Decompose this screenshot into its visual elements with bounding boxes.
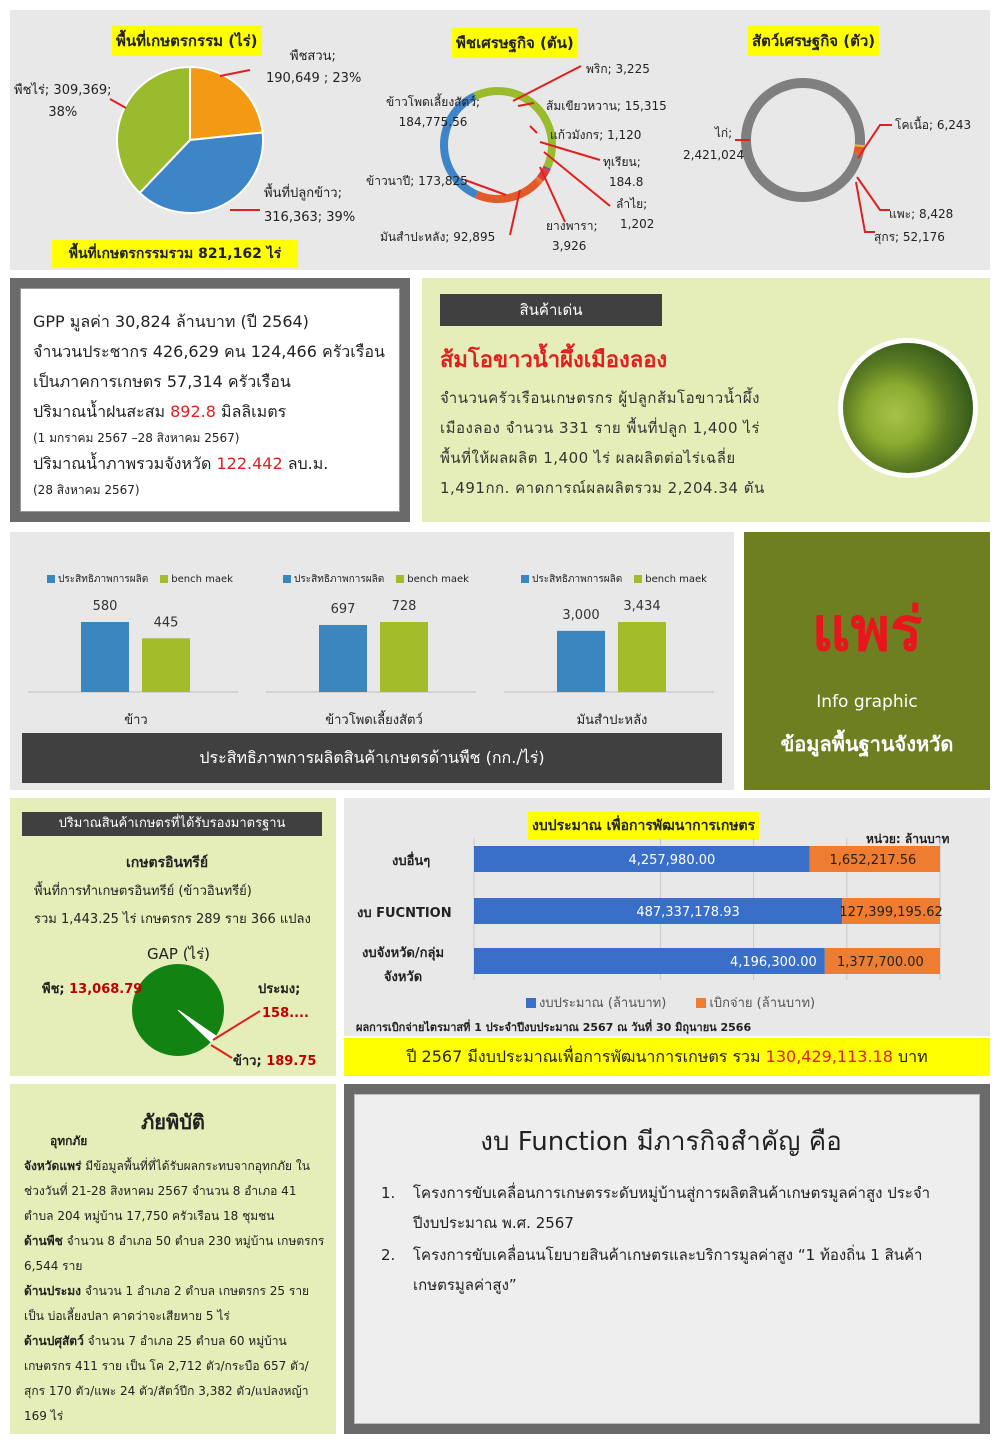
crops-label-orange: ส้มเขียวหวาน; 15,315: [546, 99, 667, 113]
info-box: [20, 288, 400, 512]
crops-label-rice: ข้าวนาปี; 173,825: [366, 174, 468, 188]
gap-fish-label: ประมง; 158....: [258, 982, 309, 1021]
bar-label-productivity: 580: [92, 599, 118, 614]
bar-label-productivity: 3,000: [562, 607, 600, 623]
info-box-frame: [10, 278, 410, 522]
pomelo-photo: [838, 338, 978, 478]
budget-summary: ปี 2567 มีงบประมาณเพื่อการพัฒนาการเกษตร รวม 130,429,113.18 บาท: [344, 1038, 990, 1076]
agri-households-text: เป็นภาคการเกษตร 57,314 ครัวเรือน: [33, 372, 291, 391]
rainfall-period: (1 มกราคม 2567 –28 สิงหาคม 2567): [33, 431, 240, 445]
organic-line1: พื้นที่การทำเกษตรอินทรีย์ (ข้าวอินทรีย์): [34, 884, 252, 899]
category-label: ข้าว: [124, 713, 148, 728]
gap-title: GAP (ไร่): [147, 945, 211, 963]
crops-leader-chili: [513, 66, 581, 101]
animals-title: สัตว์เศรษฐกิจ (ตัว): [748, 26, 879, 56]
featured-description: จำนวนครัวเรือนเกษตรกร ผู้ปลูกส้มโอขาวน้ำผึ้ง เมืองลอง จำนวน 331 ราย พื้นที่ปลูก 1,400 ไร่ พื้นที่ให้ผลผลิต 1,400 ไร่ ผลผลิตต่อไร่เฉลี่ย 1,491กก. คาดการณ์ผลผลิตรวม 2,204.34 ตัน: [440, 389, 765, 497]
crops-leader-dragon: [530, 126, 537, 133]
rainfall-text: ปริมาณน้ำฝนสะสม 892.8 มิลลิเมตร: [33, 402, 287, 421]
animals-label-goat: แพะ; 8,428: [889, 207, 954, 221]
function-title: งบ Function มีภารกิจสำคัญ คือ: [480, 1127, 842, 1157]
animals-slice-chicken: [741, 78, 865, 202]
crops-label-maize: ข้าวโพดเลี้ยงสัตว์; 184,775.56: [386, 95, 481, 129]
standards-header: ปริมาณสินค้าเกษตรที่ได้รับรองมาตรฐาน: [22, 812, 322, 836]
crops-label-cassava: มันสำปะหลัง; 92,895: [380, 230, 496, 244]
crops-label-rubber: ยางพารา; 3,926: [546, 219, 598, 253]
organic-line2: รวม 1,443.25 ไร่ เกษตรกร 289 ราย 366 แปลง: [34, 912, 311, 927]
bar-productivity: [557, 631, 605, 692]
animals-label-chicken: ไก่; 2,421,024: [683, 126, 745, 162]
water-value: 122.442: [216, 454, 283, 473]
budget-legend: งบประมาณ (ล้านบาท) เบิกจ่าย (ล้านบาท): [520, 992, 821, 1013]
productivity-footer: ประสิทธิภาพการผลิตสินค้าเกษตรด้านพืช (กก./ไร่): [22, 733, 722, 783]
gap-plant-label: พืช; 13,068.79: [42, 982, 143, 997]
area-label-field: พืชไร่; 309,369; 38%: [14, 83, 112, 120]
budget-value-allocated: 487,337,178.93: [636, 905, 740, 920]
bar-productivity: [81, 622, 129, 692]
bar-label-benchmark: 728: [391, 599, 417, 614]
gpp-text: GPP มูลค่า 30,824 ล้านบาท (ปี 2564): [33, 312, 309, 331]
budget-row-label-3: งบจังหวัด/กลุ่ม จังหวัด: [362, 946, 445, 985]
budget-unit: หน่วย: ล้านบาท: [866, 832, 950, 846]
function-box: [354, 1094, 980, 1424]
area-total: พื้นที่เกษตรกรรมรวม 821,162 ไร่: [52, 240, 298, 268]
budget-value-disbursed: 127,399,195.62: [839, 905, 943, 920]
productivity-legend-3: ประสิทธิภาพการผลิต bench maek: [514, 568, 714, 587]
disaster-plants: ด้านพืช จำนวน 8 อำเภอ 50 ตำบล 230 หมู่บ้าน เกษตรกร 6,544 ราย: [24, 1234, 325, 1273]
budget-value-disbursed: 1,652,217.56: [829, 853, 917, 868]
bar-label-benchmark: 445: [153, 615, 179, 631]
budget-value-disbursed: 1,377,700.00: [836, 955, 924, 970]
animals-label-beef: โคเนื้อ; 6,243: [895, 118, 972, 132]
province-caption: ข้อมูลพื้นฐานจังหวัด: [780, 732, 954, 756]
crops-slice-cassava: [475, 179, 540, 203]
disaster-title: ภัยพิบัติ: [141, 1110, 205, 1134]
disaster-fishery: ด้านประมง จำนวน 1 อำเภอ 2 ตำบล เกษตรกร 25 ราย เป็น บ่อเลี้ยงปลา คาดว่าจะเสียหาย 5 ไร่: [24, 1284, 310, 1323]
bar-productivity: [319, 625, 367, 692]
crops-label-chili: พริก; 3,225: [586, 62, 650, 76]
crops-title: พืชเศรษฐกิจ (ตัน): [452, 28, 578, 58]
disaster-province: จังหวัดแพร่ มีข้อมูลพื้นที่ที่ได้รับผลกระทบจากอุทกภัย ในช่วงวันที่ 21-28 สิงหาคม 2567 จำนวน 8 อำเภอ 41 ตำบล 204 หมู่บ้าน 17,750 ครัวเรือน 18 ชุมชน: [24, 1159, 310, 1223]
featured-tag: สินค้าเด่น: [440, 294, 662, 326]
disaster-body: [24, 1154, 328, 1429]
water-date: (28 สิงหาคม 2567): [33, 483, 140, 497]
crops-label-durian: ทุเรียน; 184.8: [603, 155, 644, 189]
function-item: 1. โครงการขับเคลื่อนการเกษตรระดับหมู่บ้านสู่การผลิตสินค้าเกษตรมูลค่าสูง ประจำปีงบประมาณ พ.ศ. 2567: [381, 1184, 931, 1232]
budget-value-allocated: 4,257,980.00: [628, 853, 716, 868]
function-frame: [344, 1084, 990, 1434]
gap-pie-chart: [10, 798, 336, 1076]
budget-row-label-1: งบอื่นๆ: [392, 854, 431, 869]
organic-title: เกษตรอินทรีย์: [126, 855, 209, 871]
budget-note: ผลการเบิกจ่ายไตรมาสที่ 1 ประจำปีงบประมาณ 2567 ณ วันที่ 30 มิถุนายน 2566: [356, 1021, 752, 1034]
bar-benchmark: [142, 638, 190, 692]
disaster-sub: อุทกภัย: [50, 1134, 88, 1148]
population-text: จำนวนประชากร 426,629 คน 124,466 ครัวเรือน: [33, 342, 385, 361]
productivity-legend-2: ประสิทธิภาพการผลิต bench maek: [276, 568, 476, 587]
category-label: ข้าวโพดเลี้ยงสัตว์: [325, 713, 423, 728]
rainfall-value: 892.8: [170, 402, 216, 421]
bar-label-benchmark: 3,434: [623, 599, 661, 614]
budget-title: งบประมาณ เพื่อการพัฒนาการเกษตร: [528, 812, 759, 840]
area-label-orchard: พืชสวน; 190,649 ; 23%: [266, 49, 362, 86]
budget-row-label-2: งบ FUCNTION: [357, 906, 452, 921]
gap-leader-rice: [211, 1045, 232, 1058]
budget-value-allocated: 4,196,300.00: [729, 955, 817, 970]
function-item: 2. โครงการขับเคลื่อนนโยบายสินค้าเกษตรและบริการมูลค่าสูง “1 ท้องถิ่น 1 สินค้าเกษตรมูลค่าสูง”: [381, 1246, 923, 1294]
productivity-legend-1: ประสิทธิภาพการผลิต bench maek: [40, 568, 240, 587]
animals-leader-goat: [857, 177, 890, 210]
productivity-charts: [10, 532, 734, 732]
crops-leader-rubber: [540, 167, 565, 222]
pie-leader-orchard: [220, 70, 250, 76]
water-text: ปริมาณน้ำภาพรวมจังหวัด 122.442 ลบ.ม.: [33, 454, 329, 473]
bar-label-productivity: 697: [330, 601, 356, 617]
bar-benchmark: [380, 622, 428, 692]
animals-label-pig: สุกร; 52,176: [874, 230, 945, 244]
crops-label-longan: ลำไย; 1,202: [616, 197, 655, 231]
area-title: พื้นที่เกษตรกรรม (ไร่): [112, 26, 262, 56]
disaster-livestock: ด้านปศุสัตว์ จำนวน 7 อำเภอ 25 ตำบล 60 หมู่บ้าน เกษตรกร 411 ราย เป็น โค 2,712 ตัว/กระบือ 657 ตัว/สุกร 170 ตัว/แพะ 24 ตัว/สัตว์ปีก 3,382 ตัว/แปลงหญ้า 169 ไร่: [24, 1334, 309, 1423]
function-list: [363, 1178, 959, 1300]
gap-rice-label: ข้าว; 189.75: [233, 1054, 317, 1069]
pie-leader-field: [110, 99, 126, 108]
category-label: มันสำปะหลัง: [576, 713, 648, 728]
bar-benchmark: [618, 622, 666, 692]
featured-title: ส้มโอขาวน้ำผึ้งเมืองลอง: [440, 348, 668, 373]
area-label-rice: พื้นที่ปลูกข้าว; 316,363; 39%: [264, 186, 356, 225]
province-name: แพร่: [811, 595, 923, 665]
province-sub: Info graphic: [816, 692, 918, 712]
pie-slice-orchard: [190, 67, 263, 140]
crops-label-dragon: แก้วมังกร; 1,120: [550, 128, 642, 142]
budget-summary-value: 130,429,113.18: [765, 1047, 893, 1066]
